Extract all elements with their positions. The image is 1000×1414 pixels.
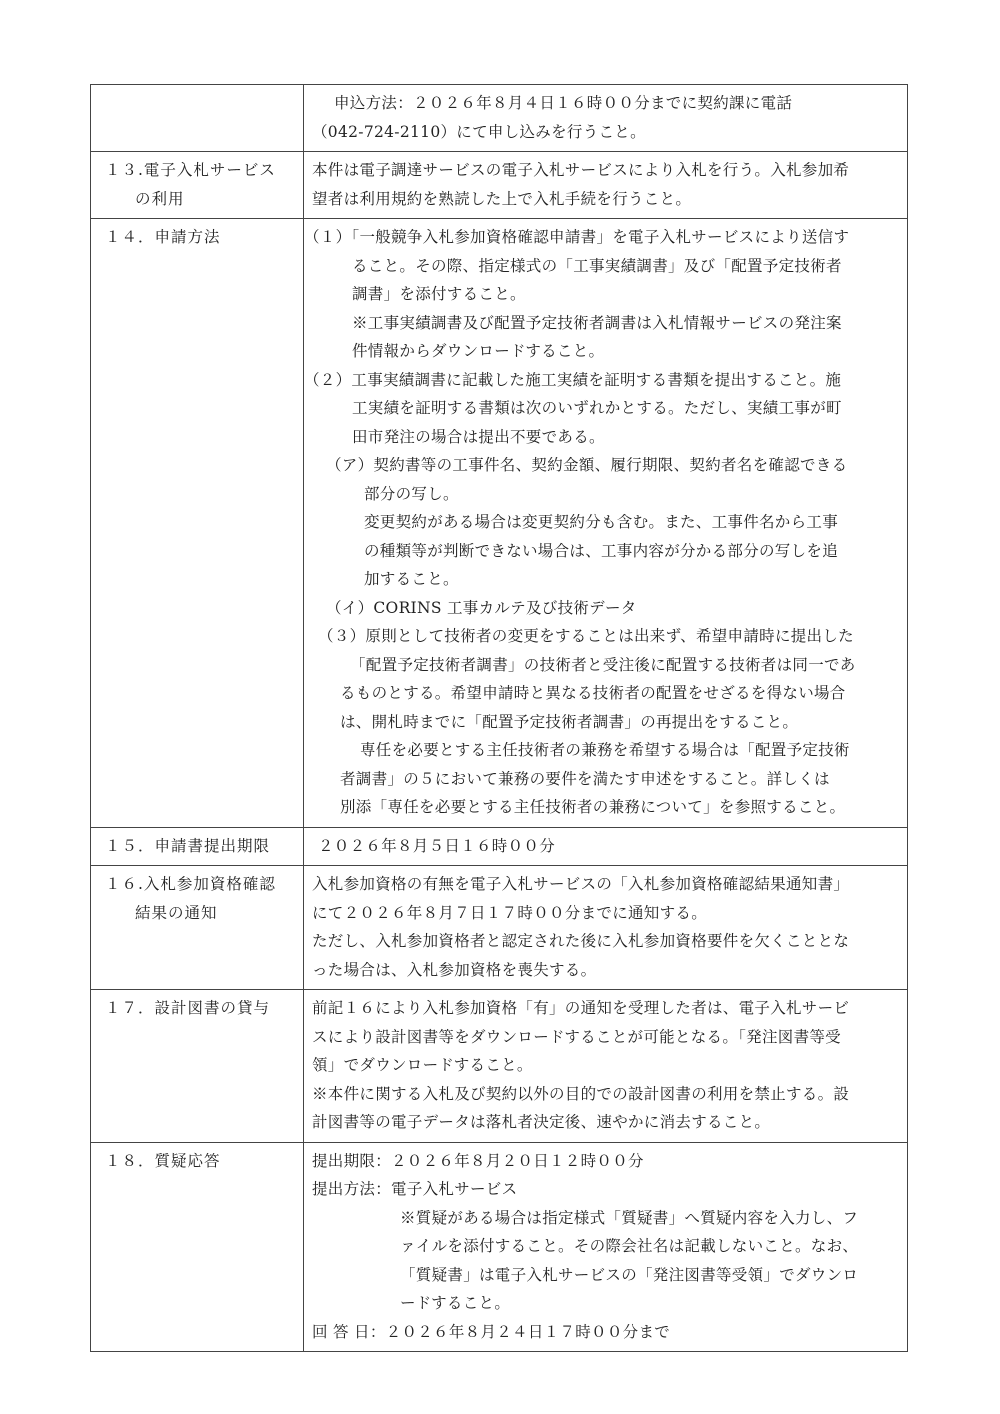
text-line: 回 答 日：２０２６年８月２４日１７時００分まで [312,1322,671,1341]
text-line: った場合は、入札参加資格を喪失する。 [312,960,597,979]
text-line: 望者は利用規約を熟読した上で入札手続を行うこと。 [312,189,692,208]
text-line: 「配置予定技術者調書」の技術者と受注後に配置する技術者は同一であ [350,655,856,674]
row-label: の利用 [135,189,185,208]
specification-table [90,84,908,1352]
row-label-cell [91,990,304,1143]
text-line: （１）「一般競争入札参加資格確認申請書」を電子入札サービスにより送信す [304,228,850,246]
row-content-cell [304,219,908,828]
text-line: 入札参加資格の有無を電子入札サービスの「入札参加資格確認結果通知書」 [312,875,850,893]
text-line: 別添「専任を必要とする主任技術者の兼務について」を参照すること。 [340,798,846,816]
text-line: 前記１６により入札参加資格「有」の通知を受理した者は、電子入札サービ [312,999,850,1017]
table-row [91,1142,908,1352]
row-label-cell [91,1142,304,1352]
table-row [91,85,908,152]
row-content-cell [304,152,908,219]
row-label: １７．設計図書の貸与 [105,999,271,1017]
text-line: 変更契約がある場合は変更契約分も含む。また、工事件名から工事 [364,513,839,531]
row-label: １８．質疑応答 [105,1151,221,1170]
row-content-cell [304,1142,908,1352]
row-label-cell [91,866,304,990]
row-label: １６.入札参加資格確認 [105,875,276,893]
row-label: １４．申請方法 [105,228,221,246]
text-line: 提出期限：２０２６年８月２０日１２時００分 [312,1151,644,1170]
text-line: ードすること。 [400,1294,511,1312]
row-label-cell [91,827,304,866]
row-label: １５．申請書提出期限 [105,836,271,855]
text-line: は、開札時までに「配置予定技術者調書」の再提出をすること。 [340,712,799,731]
row-label-cell [91,85,304,152]
text-line: の種類等が判断できない場合は、工事内容が分かる部分の写しを追 [364,541,839,560]
text-line: ること。その際、指定様式の「工事実績調書」及び「配置予定技術者 [352,256,842,275]
text-line: ２０２６年８月５日１６時００分 [318,836,556,855]
text-line: 領」でダウンロードすること。 [312,1056,533,1074]
text-line: 専任を必要とする主任技術者の兼務を希望する場合は「配置予定技術 [360,741,850,759]
text-line: 件情報からダウンロードすること。 [352,342,605,360]
table-row [91,866,908,990]
text-line: にて２０２６年８月７日１７時００分までに通知する。 [312,903,708,922]
text-line: 調書」を添付すること。 [352,285,526,303]
text-line: ※本件に関する入札及び契約以外の目的での設計図書の利用を禁止する。設 [312,1084,850,1103]
text-line: るものとする。希望申請時と異なる技術者の配置をせざるを得ない場合 [340,684,846,702]
text-line: 工実績を証明する書類は次のいずれかとする。ただし、実績工事が町 [352,399,842,417]
table-row [91,152,908,219]
text-line: 提出方法：電子入札サービス [312,1180,518,1198]
text-line: ※質疑がある場合は指定様式「質疑書」へ質疑内容を入力し、フ [400,1208,859,1227]
row-label-cell [91,152,304,219]
row-content-cell [304,866,908,990]
text-line: ただし、入札参加資格者と認定された後に入札参加資格要件を欠くこととな [312,932,850,950]
row-label: 結果の通知 [135,903,218,922]
row-label: １３.電子入札サービス [105,161,276,179]
text-line: （２）工事実績調書に記載した施工実績を証明する書類を提出すること。施 [304,370,842,389]
table-row [91,990,908,1143]
text-line: 田市発注の場合は提出不要である。 [352,427,605,446]
text-line: 本件は電子調達サービスの電子入札サービスにより入札を行う。入札参加希 [312,161,850,179]
text-line: （イ）CORINS 工事カルテ及び技術データ [326,598,637,617]
text-line: （ア）契約書等の工事件名、契約金額、履行期限、契約者名を確認できる [326,456,848,474]
text-line: （042-724-2110）にて申し込みを行うこと。 [312,122,646,141]
text-line: スにより設計図書等をダウンロードすることが可能となる。「発注図書等受 [312,1027,841,1046]
text-line: 計図書等の電子データは落札者決定後、速やかに消去すること。 [312,1113,771,1131]
text-line: （３）原則として技術者の変更をすることは出来ず、希望申請時に提出した [318,627,854,645]
row-label-cell [91,219,304,828]
row-content-cell [304,85,908,152]
text-line: 申込方法：２０２６年８月４日１６時００分までに契約課に電話 [334,94,793,112]
table-row [91,219,908,828]
text-line: ァイルを添付すること。その際会社名は記載しないこと。なお、 [400,1237,859,1255]
text-line: 者調書」の５において兼務の要件を満たす申述をすること。詳しくは [340,769,830,788]
text-line: ※工事実績調書及び配置予定技術者調書は入札情報サービスの発注案 [352,313,842,332]
row-content-cell [304,990,908,1143]
table-row [91,827,908,866]
row-content-cell [304,827,908,866]
text-line: 部分の写し。 [364,484,459,503]
text-line: 加すること。 [364,570,459,588]
text-line: 「質疑書」は電子入札サービスの「発注図書等受領」でダウンロ [400,1265,859,1284]
